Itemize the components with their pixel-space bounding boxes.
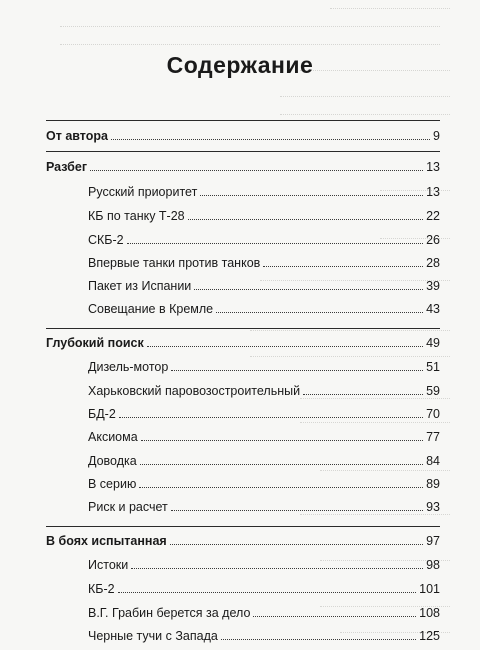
toc-entry — [88, 403, 440, 421]
toc-entry — [88, 473, 440, 491]
toc-entry-title: СКБ-2 — [88, 233, 124, 247]
toc-page-number: 9 — [433, 129, 440, 143]
section-divider — [46, 328, 440, 329]
toc-page-number: 125 — [419, 629, 440, 643]
dot-leader — [263, 265, 423, 267]
toc-page-number: 43 — [426, 302, 440, 316]
toc-page-number: 98 — [426, 558, 440, 572]
toc-entry — [88, 298, 440, 316]
toc-entry — [88, 229, 440, 247]
toc-entry — [88, 205, 440, 223]
toc-entry — [88, 252, 440, 270]
toc-page-number: 93 — [426, 500, 440, 514]
toc-entry-title: КБ-2 — [88, 582, 115, 596]
toc-entry — [88, 496, 440, 514]
dot-leader — [140, 463, 423, 465]
toc-page-number: 97 — [426, 534, 440, 548]
dot-leader — [118, 591, 417, 593]
dot-leader — [119, 416, 423, 418]
toc-page-number: 22 — [426, 209, 440, 223]
toc-page-number: 89 — [426, 477, 440, 491]
toc-entry-title: Доводка — [88, 454, 137, 468]
toc-entry-title: БД-2 — [88, 407, 116, 421]
toc-page-number: 101 — [419, 582, 440, 596]
toc-entry — [88, 578, 440, 596]
toc-page-number: 51 — [426, 360, 440, 374]
toc-section — [46, 332, 440, 350]
page-title: Содержание — [166, 52, 314, 78]
toc-entry-title: Аксиома — [88, 430, 138, 444]
toc-entry-title: КБ по танку Т-28 — [88, 209, 185, 223]
toc-entry-title: Риск и расчет — [88, 500, 168, 514]
dot-leader — [188, 218, 423, 220]
toc-page-number: 77 — [426, 430, 440, 444]
toc-page-number: 39 — [426, 279, 440, 293]
dot-leader — [139, 486, 423, 488]
toc-entry-title: Харьковский паровозостроительный — [88, 384, 301, 398]
toc-section — [46, 156, 440, 174]
dot-leader — [171, 509, 423, 511]
dot-leader — [127, 242, 423, 244]
toc-entry — [88, 450, 440, 468]
toc-entry-title: Истоки — [88, 558, 129, 572]
dot-leader — [111, 138, 430, 140]
toc-page-number: 26 — [426, 233, 440, 247]
dot-leader — [90, 169, 423, 171]
toc-entry-title: Впервые танки против танков — [88, 256, 261, 270]
dot-leader — [221, 638, 416, 640]
toc-section — [46, 530, 440, 548]
toc-section-title: В боях испытанная — [46, 534, 167, 548]
toc-page-number: 28 — [426, 256, 440, 270]
section-divider — [46, 151, 440, 152]
toc-entry-title: Черные тучи с Запада — [88, 629, 218, 643]
dot-leader — [147, 345, 423, 347]
dot-leader — [216, 311, 423, 313]
toc-entry — [88, 554, 440, 572]
toc-entry — [88, 625, 440, 643]
toc-entry-title: Дизель-мотор — [88, 360, 169, 374]
toc-entry-title: В серию — [88, 477, 137, 491]
toc-entry — [88, 426, 440, 444]
dot-leader — [131, 567, 423, 569]
toc-entry — [88, 275, 440, 293]
toc-entry — [88, 181, 440, 199]
toc-entry — [88, 356, 440, 374]
toc-page-number: 84 — [426, 454, 440, 468]
section-divider — [46, 120, 440, 121]
toc-section-title: Глубокий поиск — [46, 336, 144, 350]
toc-page-number: 13 — [426, 185, 440, 199]
toc-page-number: 13 — [426, 160, 440, 174]
dot-leader — [141, 439, 423, 441]
dot-leader — [170, 543, 423, 545]
dot-leader — [253, 615, 416, 617]
toc-page-number: 108 — [419, 606, 440, 620]
toc-entry-title: Русский приоритет — [88, 185, 198, 199]
toc-entry-title: Пакет из Испании — [88, 279, 192, 293]
dot-leader — [200, 194, 423, 196]
section-divider — [46, 526, 440, 527]
toc-entry-title: Совещание в Кремле — [88, 302, 214, 316]
toc-section-title: От автора — [46, 129, 108, 143]
toc-section — [46, 125, 440, 143]
toc-page-number: 70 — [426, 407, 440, 421]
dot-leader — [303, 393, 423, 395]
toc-page-number: 59 — [426, 384, 440, 398]
toc-section-title: Разбег — [46, 160, 88, 174]
toc-page-number: 49 — [426, 336, 440, 350]
toc-entry-title: В.Г. Грабин берется за дело — [88, 606, 251, 620]
toc-entry — [88, 380, 440, 398]
dot-leader — [194, 288, 423, 290]
toc-entry — [88, 602, 440, 620]
dot-leader — [171, 369, 423, 371]
